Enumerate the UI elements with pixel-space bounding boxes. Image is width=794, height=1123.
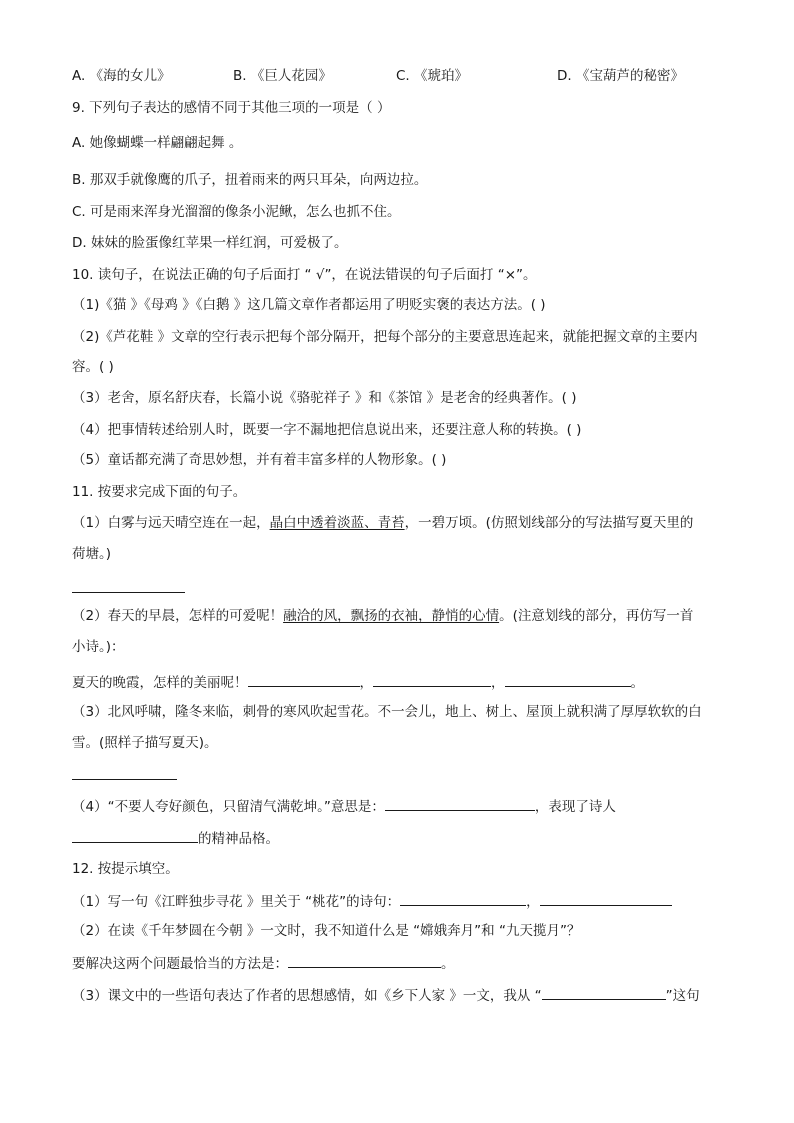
q12-s1-prompt: （1）写一句《江畔独步寻花 》里关于 “桃花”的诗句： bbox=[72, 894, 401, 910]
q10-item-4: （4）把事情转述给别人时，既要一字不漏地把信息说出来，还要注意人称的转换。( ) bbox=[72, 422, 582, 438]
q12-s2-blank[interactable] bbox=[288, 953, 441, 968]
q10-item-3: （3）老舍，原名舒庆春，长篇小说《骆驼祥子 》和《茶馆 》是老舍的经典著作。( ) bbox=[72, 390, 577, 406]
q10-item-1: （1)《猫 》《母鸡 》《白鹅 》这几篇文章作者都运用了明贬实褒的表达方法。( ) bbox=[72, 297, 546, 313]
q8-option-d: D. 《宝葫芦的秘密》 bbox=[557, 68, 684, 84]
q11-s4-blank-1[interactable] bbox=[385, 796, 535, 811]
q11-s2-blank-2[interactable] bbox=[373, 672, 491, 687]
q11-s4-mid: ，表现了诗人 bbox=[534, 799, 616, 815]
q11-stem: 11. 按要求完成下面的句子。 bbox=[72, 484, 247, 500]
q11-s3-cont: 雪。(照样子描写夏天)。 bbox=[72, 735, 218, 751]
q11-s1-underlined: 晶白中透着淡蓝、青苔 bbox=[269, 515, 405, 531]
q11-s2 bbox=[72, 607, 693, 625]
q11-s3-answer-line[interactable] bbox=[72, 779, 177, 780]
q10-item-2-cont: 容。( ) bbox=[72, 359, 114, 375]
q8-option-c: C. 《琥珀》 bbox=[396, 68, 469, 84]
q12-s3-post: ”这句 bbox=[665, 988, 700, 1004]
q11-s4 bbox=[72, 796, 616, 816]
q11-s4-pre: （4）“不要人夸好颜色，只留清气满乾坤。”意思是： bbox=[72, 799, 385, 815]
q11-s4-post: 的精神品格。 bbox=[198, 831, 279, 847]
q11-s1 bbox=[72, 514, 693, 532]
q12-stem: 12. 按提示填空。 bbox=[72, 861, 179, 877]
q9-option-d: D. 妹妹的脸蛋像红苹果一样红润，可爱极了。 bbox=[72, 235, 348, 251]
q12-s2b: 要解决这两个问题最恰当的方法是： 。 bbox=[72, 953, 455, 973]
q10-item-2: （2)《芦花鞋 》文章的空行表示把每个部分隔开，把每个部分的主要意思连起来，就能把握文章的主要内 bbox=[72, 329, 698, 345]
q10-item-5: （5）童话都充满了奇思妙想，并有着丰富多样的人物形象。( ) bbox=[72, 452, 447, 468]
q11-s2-cont: 小诗。)： bbox=[72, 639, 125, 655]
q12-s1-blank-2[interactable] bbox=[540, 891, 672, 906]
q11-s2-blank-3[interactable] bbox=[505, 672, 631, 687]
q12-s1: （1）写一句《江畔独步寻花 》里关于 “桃花”的诗句： ， bbox=[72, 891, 672, 911]
q12-s3-pre: （3）课文中的一些语句表达了作者的思想感情，如《乡下人家 》一文，我从 “ bbox=[72, 988, 542, 1004]
q11-s2-underlined: 融洽的风，飘扬的衣袖，静悄的心情 bbox=[283, 608, 500, 624]
q11-s4-cont bbox=[72, 828, 279, 848]
q9-option-a: A. 她像蝴蝶一样翩翩起舞 。 bbox=[72, 135, 243, 151]
q9-option-c: C. 可是雨来浑身光溜溜的像条小泥鳅，怎么也抓不住。 bbox=[72, 204, 401, 220]
q12-s2: （2）在读《千年梦圆在今朝 》一文时，我不知道什么是 “嫦娥奔月”和 “九天揽月”？ bbox=[72, 923, 581, 939]
q11-s1-post: ，一碧万顷。(仿照划线部分的写法描写夏天里的 bbox=[404, 515, 694, 531]
q11-s1-cont: 荷塘。) bbox=[72, 546, 112, 562]
q11-s2-blank-1[interactable] bbox=[248, 672, 360, 687]
q9-option-b: B. 那双手就像鹰的爪子，扭着雨来的两只耳朵，向两边拉。 bbox=[72, 172, 428, 188]
q12-s3-blank[interactable] bbox=[542, 985, 666, 1000]
q11-s3: （3）北风呼啸，隆冬来临，刺骨的寒风吹起雪花。不一会儿，地上、树上、屋顶上就积满了厚厚软软的白 bbox=[72, 704, 702, 720]
q12-s1-blank-1[interactable] bbox=[400, 891, 526, 906]
q11-s2-fill: 夏天的晚霞，怎样的美丽呢！ ， ， 。 bbox=[72, 672, 644, 692]
q12-s2b-prompt: 要解决这两个问题最恰当的方法是： bbox=[72, 956, 288, 972]
q11-s1-pre: （1）白雾与远天晴空连在一起， bbox=[72, 515, 270, 531]
q12-s3 bbox=[72, 985, 700, 1005]
q11-s1-answer-line[interactable] bbox=[72, 592, 185, 593]
q11-s2-fill-prefix: 夏天的晚霞，怎样的美丽呢！ bbox=[72, 675, 248, 691]
q8-option-b: B. 《巨人花园》 bbox=[233, 68, 332, 84]
q8-option-a: A. 《海的女儿》 bbox=[72, 68, 171, 84]
q11-s2-post: 。(注意划线的部分，再仿写一首 bbox=[499, 608, 694, 624]
q11-s2-pre: （2）春天的早晨，怎样的可爱呢！ bbox=[72, 608, 284, 624]
q9-stem: 9. 下列句子表达的感情不同于其他三项的一项是（ ） bbox=[72, 100, 391, 116]
q11-s4-blank-2[interactable] bbox=[72, 828, 198, 843]
q10-stem: 10. 读句子，在说法正确的句子后面打 “ √”，在说法错误的句子后面打 “×”。 bbox=[72, 267, 537, 283]
